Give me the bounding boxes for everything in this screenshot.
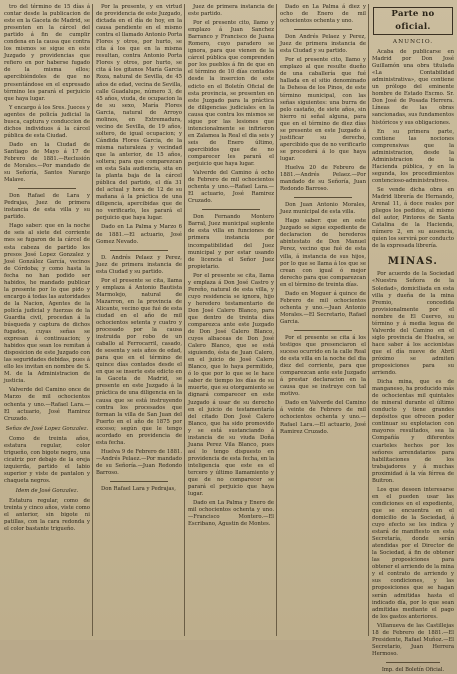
column-4 (280, 4, 366, 636)
divider (110, 481, 168, 482)
column-rule (368, 4, 369, 636)
edict-signature: Dado en Moguer á quince de Febrero de mil ochocientos ochenta y uno.—Juan Antonio Morales.—El Secretario, Rafael Garcia. (280, 290, 366, 325)
announcement-text: Acaba de publicarse en Madrid por Don José Guillamón una obra titulada «La Contabilidad administrativa», que contiene un prólogo del eminente hombre de Estado Excmo. Sr. Don José de Posada Herrera. Líneas de las obras sancionadas, sus fundamentos históricos y sus obligaciones. (372, 49, 454, 126)
column-rule (184, 4, 185, 636)
section-subheader: ANUNCIO. (392, 39, 434, 45)
edict-signature: Valverde del Camino once de Marzo de mil ochocientos ochenta y uno.—Rafael Lara.—El actuario, José Ramirez Cruzado. (4, 387, 90, 422)
edict-signature: Dado en La Palma y Enero de mil ochocientos ochenta y uno.—Francisco Montero.—El Escribano, Agustin de Montes. (188, 500, 274, 528)
edict-dateline: Dado en la Ciudad de Santiago de Mayo á 17 de Febrero de 1881.—Reclusión de Morales.—Por mandado de su Señoría, Santos Naranjo Malave. (4, 141, 90, 184)
divider (386, 662, 440, 663)
edict-heading: Don Fernando Montero Barral, Juez municipal suplente de esta villa en funciones de primera instancia por incompatibilidad del Juez municipal y por estar usando de licencia el Señor Juez propietario. (188, 214, 274, 270)
divider (294, 330, 352, 331)
announcement-text: Dicha mina, que es de manganeso, ha producido más de ochocientas mil quintales de mineral durante el último conducto y tiene grandes depósitos que ofrecen poder continuar su explotacion con mayores resultados, sea la Compañía y diferentes cuarteles hechos por los señores arrendatarios para habilitaciones de los trabajadores y á muchas proximidad á la vía férrea de Buitron. (372, 379, 454, 484)
edict-body: Por el presente cito, llamo y emplazo al que resulte dueño de una caballería que fué hallada en el sitio denominado la Dehesa de los Pinos, de este término municipal, con las señas siguientes: una burra de pelo castaño, de siete años, sin hierro ni señal alguna, para que en el término de diez días se presente en este Juzgado á justificar su derecho, apercibido que de no verificarlo se procederá á lo que haya lugar. (280, 57, 366, 162)
edict-text: Dado en La Palma á diez y ocho de Enero de mil ochocientos ochenta y uno. (280, 4, 366, 25)
edict-signature: Huelva 20 de Febrero de 1881.—Andrés Pelaez.—Por mandado de su Señoría, Juan Redondo Barroso. (280, 164, 366, 193)
edict-signature: Dado en La Palma y Marzo 6 de 1881.—El actuario, José Gomez Nevado. (96, 224, 182, 245)
announcement-text: Los que deseen interesarse en el pueden usar las condiciones en el expediente, que se encuentra en el domicilio de la Sociedad, á cuyo efecto se les indica y estará de manifiesto en esta Secretaría, donde serán atendidas por el Director de la Sociedad, á fin de obtener las proposiciones para obtener el arriendo de la mina y el contrato de arriendo y sus condiciones, y las proposiciones que se hagan serán admitidas hasta el indicado día, por lo que sean admitidas mediante el pago de los gastos anteriores. (372, 486, 454, 620)
edict-text: tro del término de 15 días á contar desde la publicacion de este en la Gaceta de Madrid, se presenten en la cárcel del partido á fin de cumplir condena en la causa que contra los mismos se sigue en este Juzgado y providencias que refiero en por haberse fugado de la misma ellos; apercibiéndoles de que no presentándose en el expresado término les parará el perjuicio que haya lugar. (4, 4, 90, 102)
announcement-text: Se vende dicha obra en Madrid librería de Hernando, Arenal 11, á doce reales por pliegos los pedidos, al mismo del autor, Pintores de Santa Catalina de la Hacienda, número 2, en su ausencia, quien los servirá por conducto de la expresada librería. (372, 186, 454, 250)
edict-body: Por la presente, y en virtud de providencia de este Juzgado, dictada en el día de hoy, en la causa pendiente en el mismo contra el llamado Antonio Porta Flores y otros, por hurto, se cita á los que en la misma resultan, contra Antonio Porta Flores y otros, por hurto, se cita á los gitanos María Garcia Roza, natural de Sevilla, de 45 años de edad, vecina de Sevilla, calle Guadalupe, número 3, de 45 años, viuda, de ocupacion la de su sexo, María Flores Garcia, natural de Arroyo molinos, en Extremadura, vecino de Sevilla, de 19 años, soltero, de igual ocupacion; y Cándida Flores Garcia, de la misma naturaleza y vecindad que la anterior, de 15 años, soltera; para que comparezcan en esta Sala audiencia, sita en la planta baja de la cárcel pública del partido, el día 31 del actual y hora de 12 de su mañana á la práctica de una diligencia, apercibidas que de no verificarlo, les parará el perjuicio que haya lugar. (96, 4, 182, 222)
edict-heading: Don Andrés Pelaez y Perez, Juez de primera instancia de esta Ciudad y su partido. (280, 34, 366, 55)
section-header: Parte no oficial. (373, 7, 453, 35)
descriptor-title: Señas de José Lopez Gonzalez. (5, 425, 89, 432)
announcement-text: Por acuerdo de la Sociedad «Nuestra Señora de la Soledad», domiciliada en esta villa y dueña de la mina Premio, concedida provisionalmente por el nombre de El Cuervo, su término y á media legua de Valverde del Camino en el siglo provincia de Huelva, se hace saber á los accionistas que el día nueve de Abril próximo se admiten proposiciones para su arriendo. (372, 271, 454, 377)
edict-body: Por el presente se cita, llama y emplaza á Antonio Bautista Marmolejo, natural de Mazarron, en la provincia de Alicante, vecino que fué de esta ciudad en el año de mil ochocientos setenta y cuatro y procesado por la causa instruida por robo de un caballo al Ferrocarril, casado, de sesenta y seis años de edad, para que en el término de quince días contados desde el en que se inserte este edicto en la Gaceta de Madrid, se presente en este Juzgado á la práctica de una diligencia en la causa que se está instruyendo contra los procesados que forman la villa de San Juan del Puerto en el año de 1875 por exceso; según que le tengo acordado en providencia de esta fecha. (96, 277, 182, 446)
edict-heading: Don Rafael de Lara y Pedrajas, Juez de primera instancia de esta villa y su partido. (4, 193, 90, 221)
edict-body: Por el presente se cita, llama y emplaza á Don José Castro y Pereño, natural de esta villa, y cuyo residencia se ignora, hijo y heredero testamentario de Don José Calero Blanco, para que dentro de treinta días comparezca ante este Juzgado de Don José Calero Blanco, cuyos albaceas de Don José Calero Blanco, que se está siguiendo, ésta de Juan Calero, en el juicio de José Calero Blanco, que lo haya permitido, ó lo que por lo que se le hace saber de tiempo los días de su muerte, que su otorgamiento se dignará comparecer en este Juzgado á usar de su derecho en el juicio de testamentaría del citado Don José Calero Blanco, que ha sido promovido y se está sustanciando á instancia de su viuda Doña Juana Perez Vila Blanco, pues así lo tengo dispuesto en providencia de esta fecha, en la inteligencia que este es el tercero y último llamamiento y que de no comparecer se parará el perjuicio que haya lugar. (188, 272, 274, 498)
column-5 (372, 4, 454, 673)
divider (294, 197, 352, 198)
edict-body: Hago saber: que en la noche de seis al siete del corriente mes se fugaron de la cárcel de esta cabeza de partido los presos José Lopez Gonzalez y José González García, vecinos de Córdoba; y como hasta la fecha no han podido ser habidos, he mandado publicar la presente por lo que pido y encargo á todas las autoridades de la Nacion, Agentes de la policía judicial y fuerzas de la Guardia civil, procedan á la búsqueda y captura de dichos fugados, cuyas señas se expresan á continuacion; y habidos que sean los remitan á disposicion de este Juzgado con las seguridades debidas, pues á ello les invitan en nombre de S. M. de la Administracion de justicia. (4, 223, 90, 385)
announcement-signature: Villanueva de las Castillejas 18 de Febrero de 1881.—El Presidente, Rafael Muñoz.—El Secretario, Juan Herrera Hermoso. (372, 622, 454, 657)
edict-request: Y encargo á los Sres. Jueces y agentes de policía judicial la busca, captura y conduccion de dichos individuos á la cárcel pública de esta Ciudad. (4, 104, 90, 139)
edict-body: Por el presente se cita á los testigos que presenciaron el suceso ocurrido en la calle Real de esta villa en la noche del dia diez del corriente, para que comparezcan ante este Juzgado á prestar declaracion en la causa que se instruye con tal motivo. (280, 334, 366, 398)
column-1 (4, 4, 90, 636)
column-rule (92, 4, 93, 636)
edict-signature: Dado en Valverde del Camino á veinte de Febrero de mil ochocientos ochenta y uno.—Rafael Lara.—El actuario, José Ramirez Cruzado. (280, 400, 366, 435)
edict-body: Por el presente cito, llamo y emplazo á Juan Sanchez Barranco y Francisco de Juana Romero, cuyo paradero se ignora, para que vienen de la cárcel pública que comprenden por los pueblos á fin de que en el término de 10 días contados desde la insercion de este edicto en el Boletín Oficial de esta provincia, se presenten en este Juzgado para la práctica de diligencias judiciales en la causa que contra los mismos se sigue por las lesiones que intencionalmente se infirieron en Zalamea la Real el dia seis y seis de Enero último, apercibidos que de no comparecer les parará el perjuicio que haya lugar. (188, 20, 274, 168)
descriptor-title: Idem de José Gonzalez. (15, 488, 79, 495)
descriptor-text: Estatura regular, como de treinta y cinco años, viste como el anterior, sin bigote ni patillas, con la cara redonda y el color bastante trigueño. (4, 498, 90, 533)
divider (202, 209, 260, 210)
column-2 (96, 4, 182, 636)
printer-imprint: Imp. del Boletín Oficial. (381, 666, 445, 673)
divider (18, 188, 76, 189)
column-3 (188, 4, 274, 636)
minas-heading: MINAS. (387, 256, 439, 268)
edict-signature: Valverde del Camino á ocho de Febrero de mil ochocientos ochenta y uno.—Rafael Lara.—El actuario, José Ramirez Cruzado. (188, 170, 274, 205)
divider (294, 29, 352, 30)
edict-body: Hago saber: que en este Juzgado se sigue expediente de declaracion de herederos abintestato de Don Manuel Perez, vecino que fué de esta villa, á instancia de sus hijos, por lo que se llama á los que se crean con igual ó mejor derecho para que comparezcan en el término de treinta días. (280, 218, 366, 288)
edict-signature: Huelva 9 de Febrero de 1881.—Andrés Pelaez.—Por mandado de su Señoría.—Juan Redondo Barroso. (96, 448, 182, 476)
announcement-text: En su primera parte, contiene las nociones comprensivas que la administracion, desde la Administracion de la Hacienda pública, y en la segunda, los procedimientos contencioso-administrativos. (372, 128, 454, 184)
column-rule (276, 4, 277, 636)
edict-heading: D. Andrés Pelaez y Perez, Juez de primera instancia de esta Ciudad y su partido. (96, 254, 182, 275)
descriptor-text: Como de treinta años, estatura regular, color trigueño, con bigote negro, una cicatriz por debajo de la oreja izquierda, partido el labio superior y viste de pantalon y chaqueta negros. (4, 435, 90, 484)
edict-heading: Don Juan Antonio Morales, Juez municipal de esta villa. (280, 202, 366, 216)
edict-heading: Juez de primera instancia de este partido. (188, 4, 274, 18)
divider (110, 250, 168, 251)
edict-heading: Don Rafael Lara y Pedrajas, (101, 486, 176, 493)
